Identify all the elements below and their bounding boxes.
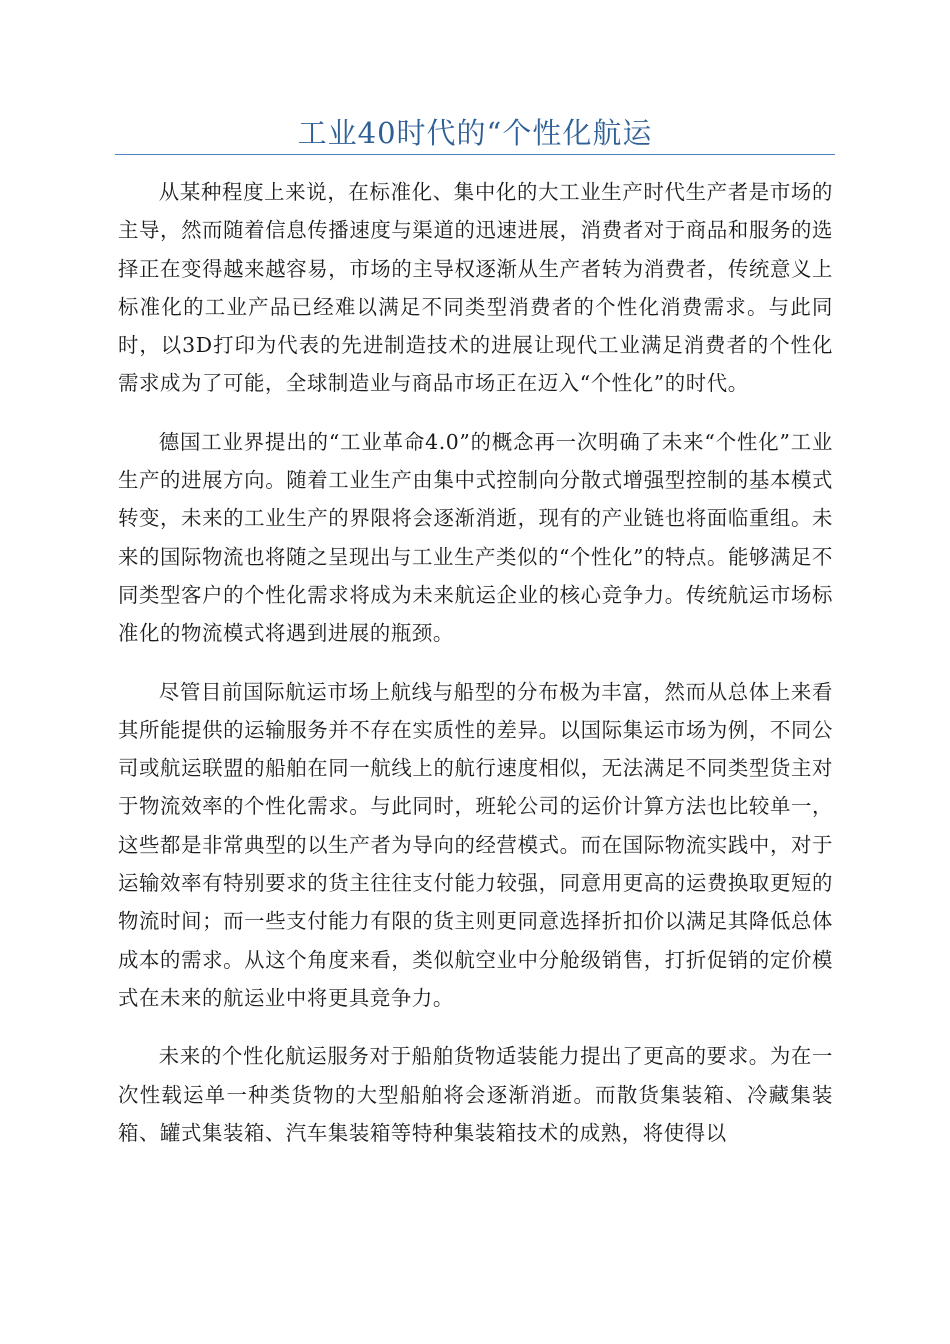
page-title: 工业40时代的“个性化航运	[297, 116, 653, 150]
paragraph-1: 从某种程度上来说，在标准化、集中化的大工业生产时代生产者是市场的主导，然而随着信息传播速度与渠道的迅速进展，消费者对于商品和服务的选择正在变得越来越容易，市场的主导权逐渐从生产者转为消费者，传统意义上标准化的工业产品已经难以满足不同类型消费者的个性化消费需求。与此同时，以3D打印为代表的先进制造技术的进展让现代工业满足消费者的个性化需求成为了可能，全球制造业与商品市场正在迈入“个性化”的时代。	[118, 180, 833, 396]
title-underline	[115, 154, 835, 155]
paragraph-2: 德国工业界提出的“工业革命4.0”的概念再一次明确了未来“个性化”工业生产的进展方向。随着工业生产由集中式控制向分散式增强型控制的基本模式转变，未来的工业生产的界限将会逐渐消逝，现有的产业链也将面临重组。未来的国际物流也将随之呈现出与工业生产类似的“个性化”的特点。能够满足不同类型客户的个性化需求将成为未来航运企业的核心竞争力。传统航运市场标准化的物流模式将遇到进展的瓶颈。	[118, 429, 833, 646]
paragraph-3: 尽管目前国际航运市场上航线与船型的分布极为丰富，然而从总体上来看其所能提供的运输服务并不存在实质性的差异。以国际集运市场为例，不同公司或航运联盟的船舶在同一航线上的航行速度相似，无法满足不同类型货主对于物流效率的个性化需求。与此同时，班轮公司的运价计算方法也比较单一，这些都是非常典型的以生产者为导向的经营模式。而在国际物流实践中，对于运输效率有特别要求的货主往往支付能力较强，同意用更高的运费换取更短的物流时间；而一些支付能力有限的货主则更同意选择折扣价以满足其降低总体成本的需求。从这个角度来看，类似航空业中分舱级销售，打折促销的定价模式在未来的航运业中将更具竞争力。	[118, 679, 833, 1010]
document-body	[118, 173, 833, 1172]
paragraph-4: 未来的个性化航运服务对于船舶货物适装能力提出了更高的要求。为在一次性载运单一种类货物的大型船舶将会逐渐消逝。而散货集装箱、冷藏集装箱、罐式集装箱、汽车集装箱等特种集装箱技术的成熟，将使得以	[118, 1044, 833, 1145]
